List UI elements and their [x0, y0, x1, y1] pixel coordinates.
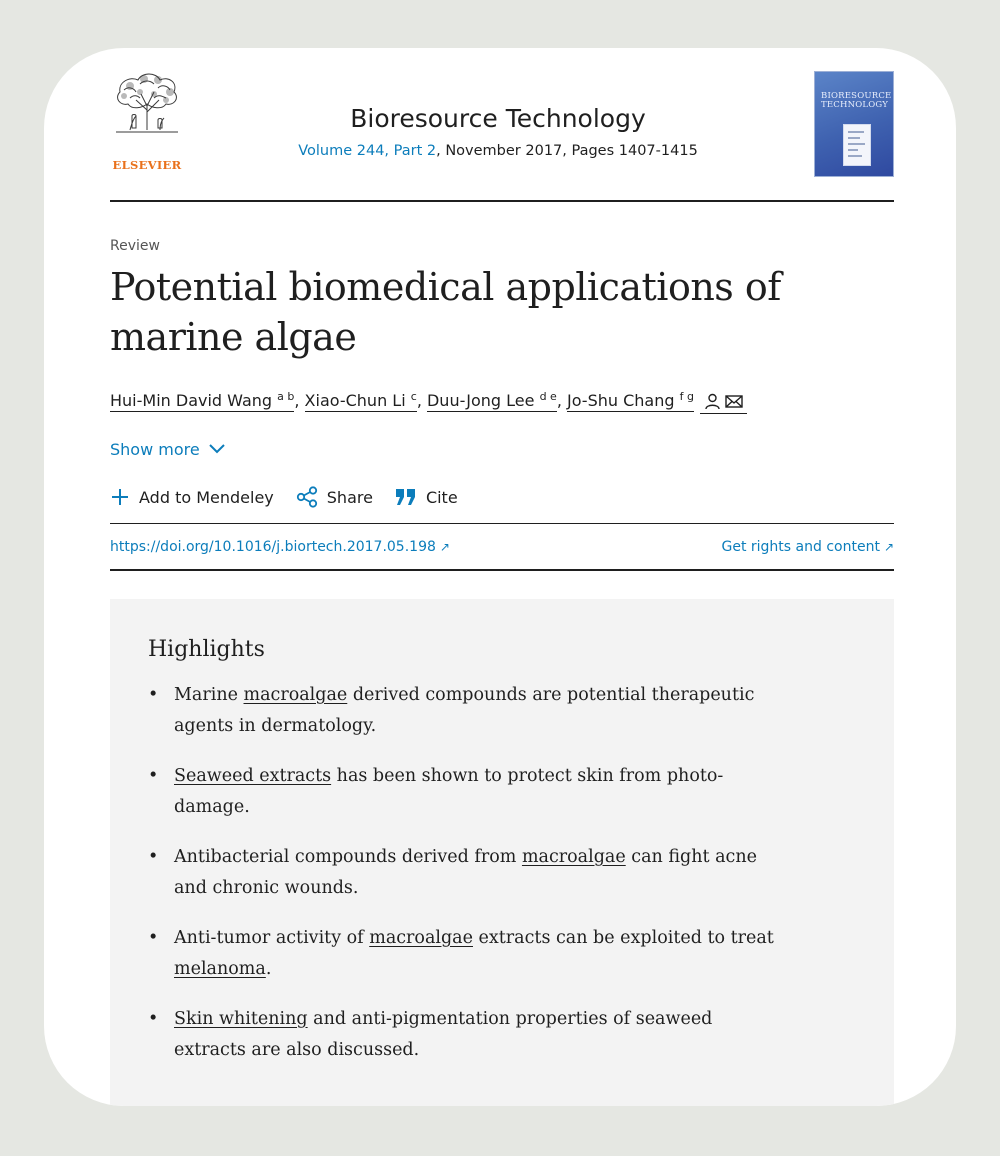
add-to-mendeley-label: Add to Mendeley [139, 487, 274, 507]
highlight-text: Antibacterial compounds derived from [174, 847, 522, 867]
journal-info [230, 104, 766, 159]
issue-info [230, 143, 766, 159]
highlight-text: has been shown to protect skin from photo-damage. [174, 766, 724, 817]
author-separator: , [416, 391, 427, 410]
article-type: Review [110, 238, 160, 254]
author-link[interactable] [427, 391, 557, 412]
show-more-label: Show more [110, 439, 200, 459]
author-link[interactable] [567, 391, 694, 412]
highlight-item [148, 680, 774, 742]
article-title: Potential biomedical applications of marine algae [110, 265, 781, 359]
elsevier-tree-logo-icon [110, 70, 184, 136]
highlight-text: can fight acne and chronic wounds. [174, 847, 757, 898]
quote-icon [395, 488, 417, 506]
author-separator: , [294, 391, 305, 410]
external-arrow-icon: ↗ [439, 539, 450, 554]
plus-icon [110, 487, 130, 507]
add-to-mendeley-button[interactable] [110, 487, 274, 507]
issue-meta: , November 2017, Pages 1407-1415 [436, 143, 698, 159]
share-icon [296, 486, 318, 508]
article-content [110, 48, 894, 1106]
author-link[interactable] [305, 391, 417, 412]
elsevier-logo[interactable] [110, 70, 184, 172]
rights-link[interactable] [722, 539, 895, 555]
volume-link[interactable]: Volume 244, Part 2 [298, 143, 437, 159]
envelope-icon [725, 392, 743, 418]
cite-label: Cite [425, 487, 458, 507]
highlight-item [148, 923, 774, 985]
author-affiliation-marker[interactable]: c [410, 390, 417, 403]
journal-title[interactable]: Bioresource Technology [350, 104, 646, 133]
article-card [44, 48, 956, 1106]
doi-divider [110, 569, 894, 571]
author-separator: , [556, 391, 567, 410]
highlight-item [148, 761, 774, 823]
topic-link[interactable]: macroalgae [521, 847, 626, 867]
share-label: Share [326, 487, 373, 507]
author-name: Duu-Jong Lee [426, 391, 535, 410]
highlight-text: . [265, 959, 272, 979]
author-name: Xiao-Chun Li [304, 391, 406, 410]
header-divider [110, 200, 894, 202]
author-affiliation-marker[interactable]: a b [277, 390, 295, 403]
person-icon [704, 392, 721, 418]
publisher-name: ELSEVIER [112, 158, 182, 172]
cover-title: BIORESOURCE TECHNOLOGY [821, 91, 892, 110]
highlight-text: derived compounds are potential therapeutic agents in dermatology. [174, 685, 755, 736]
cite-button[interactable] [395, 488, 458, 507]
author-affiliation-marker[interactable]: d e [539, 390, 557, 403]
author-affiliation-marker[interactable]: f g [679, 390, 694, 403]
highlights-title: Highlights [148, 637, 265, 662]
author-link[interactable] [110, 391, 294, 412]
show-more-button[interactable] [110, 436, 894, 462]
article-actions [110, 484, 894, 510]
highlight-text: Marine [174, 685, 244, 705]
highlight-text: extracts can be exploited to treat [472, 928, 774, 948]
topic-link[interactable]: macroalgae [369, 928, 473, 948]
highlight-item [148, 1004, 774, 1066]
rights-text: Get rights and content [721, 538, 880, 555]
author-name: Jo-Shu Chang [566, 391, 675, 410]
highlight-item [148, 842, 774, 904]
highlight-text: and anti-pigmentation properties of seaweed extracts are also discussed. [174, 1009, 713, 1060]
author-list [110, 384, 894, 414]
topic-link[interactable]: macroalgae [243, 685, 348, 705]
doi-text: https://doi.org/10.1016/j.biortech.2017.05.198 [110, 538, 436, 555]
corresponding-author-icons[interactable] [700, 390, 747, 414]
topic-link[interactable]: Seaweed extracts [174, 766, 332, 786]
doi-link[interactable] [110, 539, 450, 555]
cover-graphic [843, 124, 871, 166]
journal-header [110, 48, 894, 200]
highlights-section [110, 599, 894, 1106]
share-button[interactable] [296, 486, 373, 508]
author-name: Hui-Min David Wang [110, 391, 273, 410]
journal-cover-image[interactable] [814, 71, 894, 177]
external-arrow-icon: ↗ [883, 539, 894, 554]
topic-link[interactable]: Skin whitening [174, 1009, 308, 1029]
chevron-down-icon [208, 440, 226, 459]
topic-link[interactable]: melanoma [174, 959, 266, 979]
doi-row [110, 524, 894, 569]
highlights-list [148, 680, 856, 1066]
highlight-text: Anti-tumor activity of [174, 928, 370, 948]
